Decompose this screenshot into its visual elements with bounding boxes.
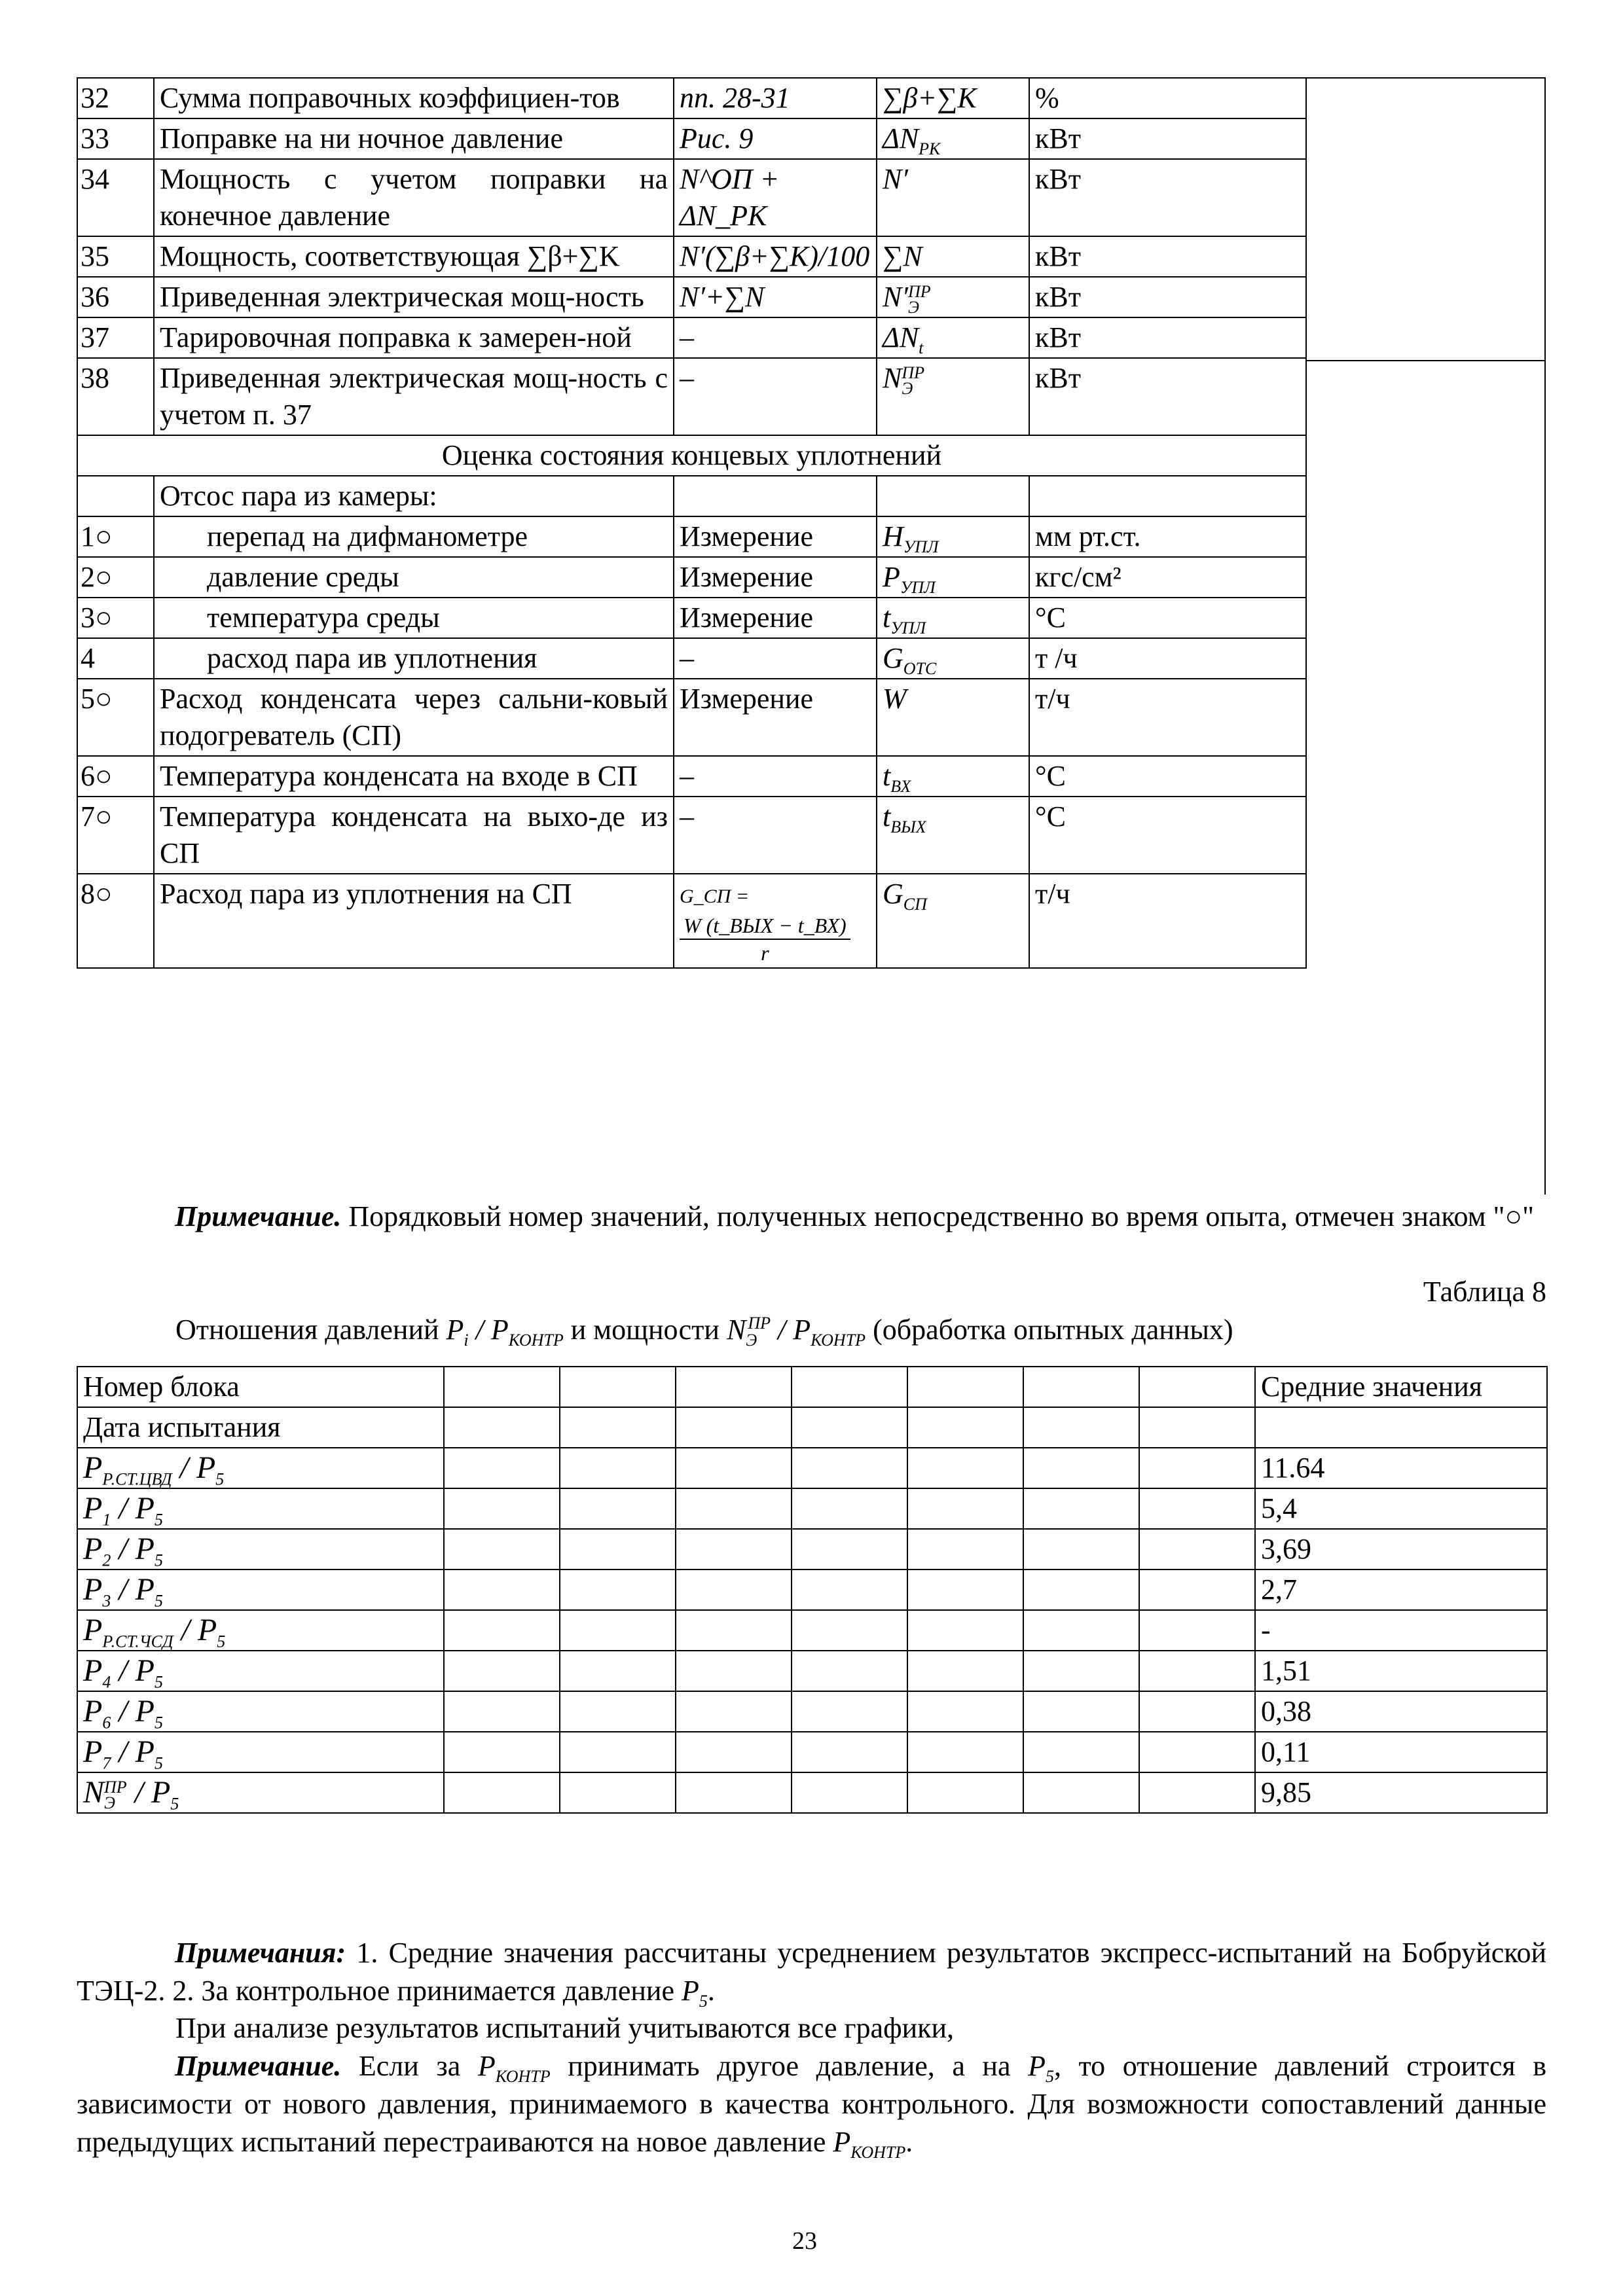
row-unit: кВт <box>1029 159 1306 236</box>
row-number: 7○ <box>77 797 154 874</box>
header-row <box>77 1367 1547 1407</box>
table-row <box>77 874 1306 968</box>
value-cell <box>560 1772 676 1813</box>
row-name: Приведенная электрическая мощ-ность <box>154 277 674 317</box>
ratio-row <box>77 1529 1547 1570</box>
row-source: Измерение <box>674 679 877 756</box>
row-source: G_СП = $\frac{\text{W (t\_ВЫХ − t\_ВХ)}}{r}$ <box>674 874 877 968</box>
row-name: Мощность, соответствующая ∑β+∑K <box>154 236 674 277</box>
row-number: 5○ <box>77 679 154 756</box>
row-name: Приведенная электрическая мощ-ность с учетом п. 37 <box>154 358 674 435</box>
average-value: 1,51 <box>1255 1651 1547 1691</box>
value-cell <box>444 1529 560 1570</box>
value-cell <box>676 1610 792 1651</box>
row-number: 32 <box>77 78 154 118</box>
row-number: 36 <box>77 277 154 317</box>
date-cell <box>1139 1407 1255 1448</box>
row-name: Тарировочная поправка к замерен-ной <box>154 317 674 358</box>
block-cell <box>444 1367 560 1407</box>
table-caption: Таблица 8 <box>1423 1276 1546 1308</box>
block-cell <box>676 1367 792 1407</box>
note-1 <box>77 1198 1546 1236</box>
ratio-label: $P_3 / P_5$ <box>77 1570 444 1610</box>
value-cell <box>560 1732 676 1772</box>
ratio-label: $P_4 / P_5$ <box>77 1651 444 1691</box>
value-cell <box>792 1772 907 1813</box>
value-cell <box>560 1610 676 1651</box>
value-cell <box>907 1529 1023 1570</box>
ratio-row <box>77 1570 1547 1610</box>
value-cell <box>792 1488 907 1529</box>
date-cell <box>792 1407 907 1448</box>
table-row <box>77 159 1306 236</box>
block-cell <box>560 1367 676 1407</box>
row-name: давление среды <box>154 557 674 598</box>
row-symbol: ∑β+∑K <box>877 78 1029 118</box>
value-cell <box>792 1651 907 1691</box>
row-name: Температура конденсата на входе в СП <box>154 756 674 797</box>
empty-cell <box>77 476 154 516</box>
value-cell <box>444 1691 560 1732</box>
ratio-row <box>77 1610 1547 1651</box>
value-cell <box>1023 1570 1139 1610</box>
date-cell <box>1023 1407 1139 1448</box>
row-symbol: $\Delta N_t$ <box>877 317 1029 358</box>
row-name: расход пара ив уплотнения <box>154 638 674 679</box>
row-symbol: $H_{УПЛ}$ <box>877 516 1029 557</box>
row-name: Расход пара из уплотнения на СП <box>154 874 674 968</box>
value-cell <box>1139 1570 1255 1610</box>
value-cell <box>1139 1448 1255 1488</box>
average-value: 0,11 <box>1255 1732 1547 1772</box>
value-cell <box>792 1448 907 1488</box>
row-symbol: N′ <box>877 159 1029 236</box>
row-unit: °С <box>1029 797 1306 874</box>
note-label: Примечания: <box>175 1937 346 1969</box>
table-row <box>77 679 1306 756</box>
row-source: N′+∑N <box>674 277 877 317</box>
row-name: Сумма поправочных коэффициен-тов <box>154 78 674 118</box>
row-symbol: $t_{ВЫХ}$ <box>877 797 1029 874</box>
value-cell <box>1023 1732 1139 1772</box>
row-symbol: $G_{ОТС}$ <box>877 638 1029 679</box>
value-cell <box>560 1570 676 1610</box>
table-row <box>77 756 1306 797</box>
value-cell <box>560 1448 676 1488</box>
row-unit: т/ч <box>1029 679 1306 756</box>
ratio-label: $P_6 / P_5$ <box>77 1691 444 1732</box>
value-cell <box>1023 1488 1139 1529</box>
table-row <box>77 78 1306 118</box>
row-name: Температура конденсата на выхо-де из СП <box>154 797 674 874</box>
table-row <box>77 557 1306 598</box>
value-cell <box>676 1772 792 1813</box>
row-unit: мм рт.ст. <box>1029 516 1306 557</box>
table-row <box>77 277 1306 317</box>
row-name: Поправке на ни ночное давление <box>154 118 674 159</box>
row-source: пп. 28-31 <box>674 78 877 118</box>
value-cell <box>676 1488 792 1529</box>
value-cell <box>676 1691 792 1732</box>
value-cell <box>444 1772 560 1813</box>
empty-cell <box>877 476 1029 516</box>
ratio-row <box>77 1732 1547 1772</box>
ratio-label: $P_{Р.СТ.ЦВД} / P_5$ <box>77 1448 444 1488</box>
note-text: принимать другое давление, а на <box>550 2050 1029 2082</box>
note-label: Примечание. <box>175 1200 342 1232</box>
row-source: – <box>674 638 877 679</box>
ratio-row <box>77 1772 1547 1813</box>
row-number: 6○ <box>77 756 154 797</box>
row-symbol: $\Delta N_{PK}$ <box>877 118 1029 159</box>
row-unit: кВт <box>1029 236 1306 277</box>
subsection-row <box>77 476 1306 516</box>
date-cell <box>444 1407 560 1448</box>
block-cell <box>907 1367 1023 1407</box>
note-3: Примечание. Если за $P_{КОНТР}$ принимать другое давление, а на $P_5$, то отношение давлений строится в зависимости от нового давления, принимаемого в качества контрольного. Для возможности сопоставлений данные предыдущих испытаний перестраиваются на новое давление $P_{КОНТР}$. <box>77 2050 1546 2162</box>
value-cell <box>792 1691 907 1732</box>
row-source: – <box>674 317 877 358</box>
row-symbol: N′ ПР Э <box>877 277 1029 317</box>
date-cell <box>560 1407 676 1448</box>
table-right-border <box>1544 77 1546 360</box>
row-number: 1○ <box>77 516 154 557</box>
value-cell <box>1139 1610 1255 1651</box>
row-number: 38 <box>77 358 154 435</box>
row-number: 2○ <box>77 557 154 598</box>
note-2: Примечания: 1. Средние значения рассчитаны усреднением результатов экспресс-испытаний на Бобруйской ТЭЦ-2. 2. За контрольное принимается давление $P_5$. <box>77 1937 1546 2011</box>
title-part: и мощности <box>563 1314 727 1346</box>
ratio-label: N ПР Э / $P_5$ <box>77 1772 444 1813</box>
date-cell <box>676 1407 792 1448</box>
row-source: N′(∑β+∑K)/100 <box>674 236 877 277</box>
row-number: 3○ <box>77 598 154 638</box>
value-cell <box>1139 1772 1255 1813</box>
note-label: Примечание. <box>175 2050 342 2082</box>
value-cell <box>444 1488 560 1529</box>
value-cell <box>676 1448 792 1488</box>
table-mid-border <box>1305 360 1545 361</box>
row-unit: °С <box>1029 756 1306 797</box>
ratio-row <box>77 1651 1547 1691</box>
parameters-table <box>77 77 1307 969</box>
row-source: Измерение <box>674 557 877 598</box>
note-text: Если за <box>341 2050 478 2082</box>
block-cell <box>1023 1367 1139 1407</box>
value-cell <box>792 1529 907 1570</box>
table-row <box>77 317 1306 358</box>
row-unit: кВт <box>1029 277 1306 317</box>
page-number: 23 <box>792 2227 817 2255</box>
empty-cell <box>674 476 877 516</box>
ratio-label: $P_1 / P_5$ <box>77 1488 444 1529</box>
row-symbol: W <box>877 679 1029 756</box>
value-cell <box>1139 1488 1255 1529</box>
row-symbol: $t_{УПЛ}$ <box>877 598 1029 638</box>
value-cell <box>1023 1651 1139 1691</box>
value-cell <box>907 1610 1023 1651</box>
empty-cell <box>1029 476 1306 516</box>
value-cell <box>676 1529 792 1570</box>
row-number: 8○ <box>77 874 154 968</box>
row-number: 4 <box>77 638 154 679</box>
table-row <box>77 236 1306 277</box>
date-label: Дата испытания <box>77 1407 444 1448</box>
table-row <box>77 638 1306 679</box>
table-right-border <box>1544 360 1546 1194</box>
row-unit: т/ч <box>1029 874 1306 968</box>
value-cell <box>1139 1732 1255 1772</box>
row-unit: т /ч <box>1029 638 1306 679</box>
table-row <box>77 118 1306 159</box>
table-row <box>77 516 1306 557</box>
value-cell <box>560 1529 676 1570</box>
value-cell <box>1023 1610 1139 1651</box>
average-value: 9,85 <box>1255 1772 1547 1813</box>
row-source: Измерение <box>674 516 877 557</box>
row-unit: кгс/см² <box>1029 557 1306 598</box>
row-name: перепад на дифманометре <box>154 516 674 557</box>
value-cell <box>676 1732 792 1772</box>
average-value: 11.64 <box>1255 1448 1547 1488</box>
date-row <box>77 1407 1547 1448</box>
value-cell <box>792 1732 907 1772</box>
value-cell <box>1023 1691 1139 1732</box>
row-number: 33 <box>77 118 154 159</box>
row-unit: кВт <box>1029 317 1306 358</box>
row-symbol: $G_{СП}$ <box>877 874 1029 968</box>
date-avg <box>1255 1407 1547 1448</box>
row-source: – <box>674 797 877 874</box>
ratio-row <box>77 1691 1547 1732</box>
row-unit: % <box>1029 78 1306 118</box>
value-cell <box>676 1651 792 1691</box>
row-symbol: $P_{УПЛ}$ <box>877 557 1029 598</box>
subsection-title: Отсос пара из камеры: <box>154 476 674 516</box>
block-cell <box>1139 1367 1255 1407</box>
value-cell <box>1023 1772 1139 1813</box>
note-text: Порядковый номер значений, полученных непосредственно во время опыта, отмечен знаком "○" <box>341 1200 1535 1232</box>
ratio-label: $P_2 / P_5$ <box>77 1529 444 1570</box>
row-source: – <box>674 756 877 797</box>
value-cell <box>1139 1691 1255 1732</box>
average-value: 3,69 <box>1255 1529 1547 1570</box>
value-cell <box>444 1570 560 1610</box>
note-text: . <box>905 2126 913 2158</box>
value-cell <box>907 1691 1023 1732</box>
value-cell <box>792 1570 907 1610</box>
header-avg: Средние значения <box>1255 1367 1547 1407</box>
value-cell <box>907 1651 1023 1691</box>
date-cell <box>907 1407 1023 1448</box>
row-number: 37 <box>77 317 154 358</box>
value-cell <box>560 1488 676 1529</box>
title-part: (обработка опытных данных) <box>866 1314 1233 1346</box>
average-value: 0,38 <box>1255 1691 1547 1732</box>
value-cell <box>907 1488 1023 1529</box>
table-top-border <box>1305 77 1545 79</box>
row-number: 34 <box>77 159 154 236</box>
value-cell <box>676 1570 792 1610</box>
value-cell <box>907 1448 1023 1488</box>
value-cell <box>1023 1529 1139 1570</box>
value-cell <box>1139 1651 1255 1691</box>
row-symbol: N ПР Э <box>877 358 1029 435</box>
ratio-row <box>77 1448 1547 1488</box>
section-title: Оценка состояния концевых уплотнений <box>77 435 1306 476</box>
row-name: температура среды <box>154 598 674 638</box>
row-number: 35 <box>77 236 154 277</box>
ratio-label: $P_{Р.СТ.ЧСД} / P_5$ <box>77 1610 444 1651</box>
value-cell <box>560 1651 676 1691</box>
table-title: Отношения давлений $P_i / P_{КОНТР}$ и мощности $N_Э^{ПР} / P_{КОНТР}$ (обработка опытных данных) <box>175 1314 1233 1350</box>
note-text: , то отношение давлений строится в зависимости от нового давления, принимаемого в качества контрольного. Для возможности сопоставлений данные предыдущих испытаний перестраиваются на новое давление <box>77 2050 1546 2158</box>
table-row <box>77 358 1306 435</box>
note-text: 1. Средние значения рассчитаны усреднением результатов экспресс-испытаний на Бобруйской ТЭЦ-2. 2. За контрольное принимается давление <box>77 1937 1546 2007</box>
value-cell <box>907 1732 1023 1772</box>
row-unit: °С <box>1029 598 1306 638</box>
section-title-row <box>77 435 1306 476</box>
value-cell <box>1023 1448 1139 1488</box>
value-cell <box>1139 1529 1255 1570</box>
average-value: 2,7 <box>1255 1570 1547 1610</box>
row-unit: кВт <box>1029 358 1306 435</box>
title-part: Отношения давлений <box>175 1314 447 1346</box>
value-cell <box>444 1610 560 1651</box>
row-source: Рис. 9 <box>674 118 877 159</box>
row-source: – <box>674 358 877 435</box>
row-symbol: $t_{ВХ}$ <box>877 756 1029 797</box>
paragraph: При анализе результатов испытаний учитываются все графики, <box>175 2012 955 2044</box>
row-name: Мощность с учетом поправки на конечное давление <box>154 159 674 236</box>
row-unit: кВт <box>1029 118 1306 159</box>
value-cell <box>792 1610 907 1651</box>
average-value: 5,4 <box>1255 1488 1547 1529</box>
block-cell <box>792 1367 907 1407</box>
value-cell <box>560 1691 676 1732</box>
ratio-label: $P_7 / P_5$ <box>77 1732 444 1772</box>
value-cell <box>444 1732 560 1772</box>
average-value: - <box>1255 1610 1547 1651</box>
pressure-ratios-table <box>77 1366 1548 1814</box>
value-cell <box>444 1651 560 1691</box>
row-source: Измерение <box>674 598 877 638</box>
row-symbol: ∑N <box>877 236 1029 277</box>
row-source: N^ОП + ΔN_PK <box>674 159 877 236</box>
value-cell <box>907 1570 1023 1610</box>
header-label: Номер блока <box>77 1367 444 1407</box>
row-name: Расход конденсата через сальни-ковый подогреватель (СП) <box>154 679 674 756</box>
table-row <box>77 797 1306 874</box>
value-cell <box>907 1772 1023 1813</box>
ratio-row <box>77 1488 1547 1529</box>
table-row <box>77 598 1306 638</box>
value-cell <box>444 1448 560 1488</box>
